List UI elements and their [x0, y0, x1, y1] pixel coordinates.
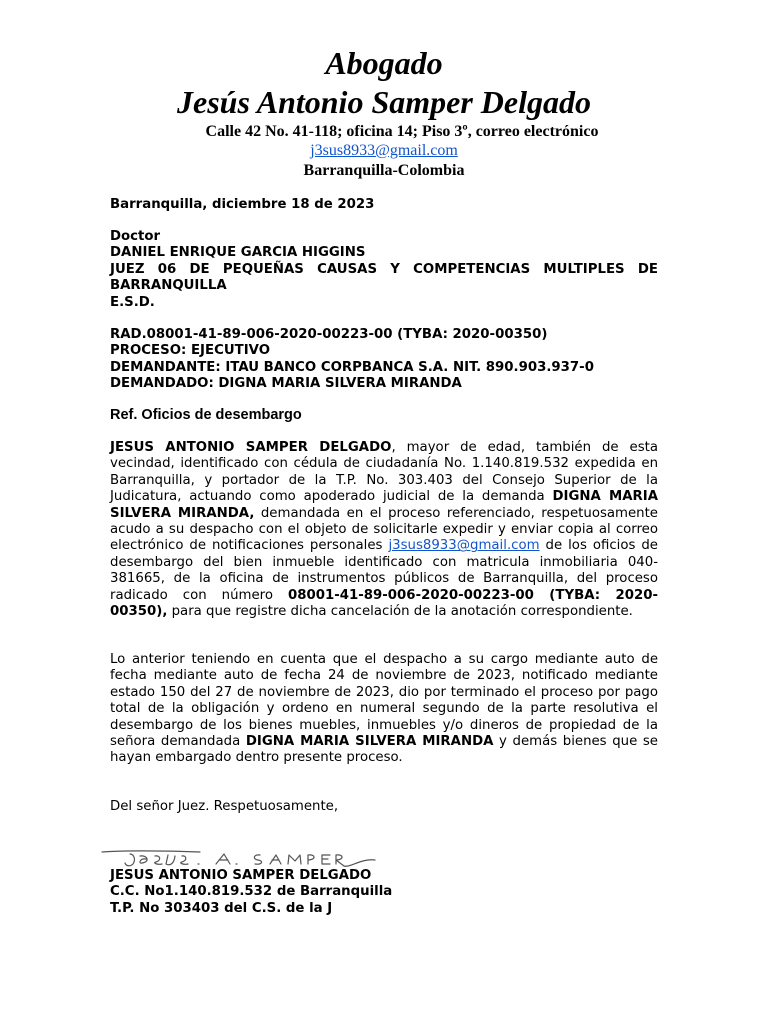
defendant-name-2: DIGNA MARIA SILVERA MIRANDA	[245, 734, 494, 750]
paragraph-background-text-a: Lo anterior teniendo en cuenta que el despacho a su cargo mediante auto de fecha mediante auto de fecha 24 de noviembre de 2023, notificado mediante estado 150 del 27 de noviembre de 2023, dio por terminado el proceso por pago total de la obligación y ordeno en numeral segundo de la parte resolutiva el desembargo de los bienes muebles, inmuebles y/o dineros de propiedad de la señora demandada	[110, 652, 658, 750]
paragraph-background	[110, 652, 658, 767]
signer-name: JESUS ANTONIO SAMPER DELGADO	[110, 868, 372, 883]
letterhead-name: Jesús Antonio Samper Delgado	[177, 84, 591, 120]
date-line: Barranquilla, diciembre 18 de 2023	[110, 197, 375, 212]
paragraph-request-text-d: para que registre dicha cancelación de la anotación correspondiente.	[167, 604, 633, 620]
case-rad: RAD.08001-41-89-006-2020-00223-00 (TYBA: 2020-00350)	[110, 327, 548, 342]
case-block	[110, 327, 658, 393]
defendant-name: DIGNA MARIA SILVERA MIRANDA,	[110, 489, 658, 521]
letterhead-address: Calle 42 No. 41-118; oficina 14; Piso 3º, correo electrónico	[205, 123, 599, 140]
letterhead-email-link[interactable]: j3sus8933@gmail.com	[310, 142, 458, 159]
letterhead-city: Barranquilla-Colombia	[303, 162, 465, 179]
case-demandante: DEMANDANTE: ITAU BANCO CORPBANCA S.A. NIT. 890.903.937-0	[110, 359, 594, 375]
paragraph-request	[110, 440, 658, 620]
paragraph-request-text-c: de los oficios de desembargo del bien inmueble identificado con matricula inmobiliaria 040-381665, de la oficina de instrumentos públicos de Barranquilla, del proceso radicado con número	[110, 538, 658, 603]
recipient-block	[110, 229, 658, 311]
reference-line: Ref. Oficios de desembargo	[110, 407, 302, 423]
case-demandado: DEMANDADO: DIGNA MARIA SILVERA MIRANDA	[110, 376, 462, 392]
case-proceso: PROCESO: EJECUTIVO	[110, 343, 271, 359]
signer-tp: T.P. No 303403 del C.S. de la J	[110, 900, 333, 916]
email-link[interactable]: j3sus8933@gmail.com	[388, 538, 540, 554]
closing-line: Del señor Juez. Respetuosamente,	[110, 799, 339, 814]
letterhead-profession: Abogado	[325, 45, 443, 81]
recipient-esd: E.S.D.	[110, 294, 155, 310]
recipient-position-line-2: BARRANQUILLA	[110, 278, 227, 294]
paragraph-background-text-b: y demás bienes que se hayan embargado dentro presente proceso.	[110, 734, 658, 766]
recipient-name: DANIEL ENRIQUE GARCIA HIGGINS	[110, 245, 366, 261]
lawyer-name: JESUS ANTONIO SAMPER DELGADO	[110, 440, 392, 455]
case-number: 08001-41-89-006-2020-00223-00 (TYBA: 2020-00350),	[110, 587, 658, 620]
signer-id: C.C. No1.140.819.532 de Barranquilla	[110, 884, 393, 900]
paragraph-request-text-a: , mayor de edad, también de esta vecindad, identificado con cédula de ciudadanía No. 1.140.819.532 expedida en Barranquilla, y portador de la T.P. No. 303.403 del Consejo Superior de la Judicatura, actuando como apoderado judicial de la demanda	[110, 440, 658, 505]
recipient-position-line-1: JUEZ 06 DE PEQUEÑAS CAUSAS Y COMPETENCIAS MULTIPLES DE	[110, 261, 658, 277]
signature-block	[110, 868, 658, 917]
recipient-title: Doctor	[110, 229, 161, 244]
paragraph-request-text-b: demandada en el proceso referenciado, respetuosamente acudo a su despacho con el objeto de solicitarle expedir y enviar copia al correo electrónico de notificaciones personales	[110, 505, 658, 554]
